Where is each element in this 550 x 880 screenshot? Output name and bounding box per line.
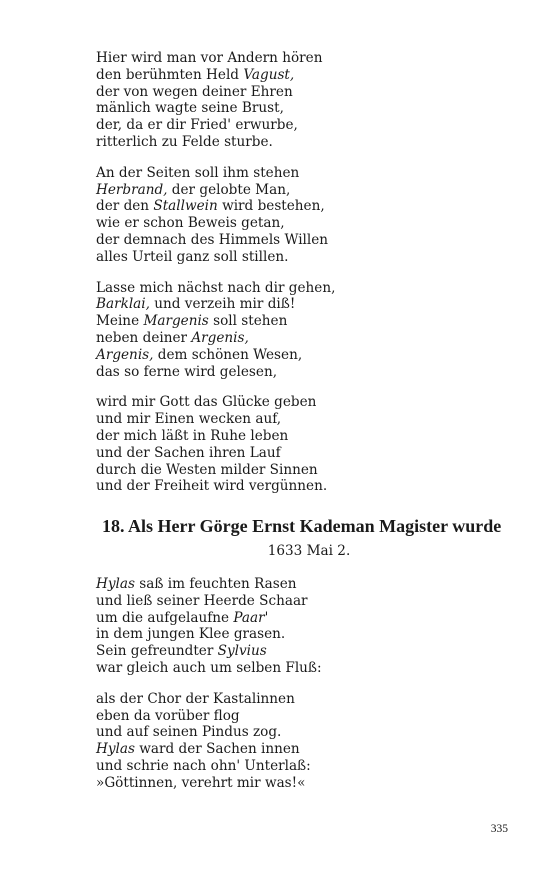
verse-text: und der Sachen ihren Lauf [96, 444, 281, 461]
verse-line [96, 660, 516, 677]
stanzas-before [96, 50, 516, 495]
verse-text: dem schönen Wesen, [153, 346, 303, 363]
verse-line [96, 593, 516, 610]
verse-text: wird mir Gott das Glücke geben [96, 394, 317, 411]
stanza [96, 280, 516, 381]
verse-text: war gleich auch um selben Fluß: [96, 659, 322, 676]
verse-text: neben deiner [96, 329, 192, 346]
verse-text: der gelobte Man, [167, 181, 291, 198]
verse-text: der den [96, 198, 154, 215]
verse-line [96, 576, 516, 593]
verse-text: in dem jungen Klee grasen. [96, 626, 286, 643]
verse-line [96, 330, 516, 347]
verse-text: Meine [96, 313, 144, 330]
verse-text: »Göttinnen, verehrt mir was!« [96, 774, 306, 791]
verse-text: der demnach des Himmels Willen [96, 231, 329, 248]
stanza [96, 691, 516, 792]
italic-name: Margenis [143, 313, 209, 330]
verse-line [96, 691, 516, 708]
verse-text: wird bestehen, [217, 198, 325, 215]
verse-line [96, 775, 516, 792]
verse-text: und schrie nach ohn' Unterlaß: [96, 757, 311, 774]
verse-line [96, 445, 516, 462]
stanza [96, 576, 516, 677]
verse-line [96, 84, 516, 101]
verse-text: und mir Einen wecken auf, [96, 411, 282, 428]
verse-text: und auf seinen Pindus zog. [96, 724, 282, 741]
italic-name: Hylas [96, 741, 135, 758]
italic-name: Sylvius [217, 643, 267, 660]
verse-text: An der Seiten soll ihm stehen [96, 164, 300, 181]
verse-text: soll stehen [208, 313, 288, 330]
page-body [96, 50, 516, 805]
verse-line [96, 50, 516, 67]
verse-line [96, 626, 516, 643]
verse-line [96, 117, 516, 134]
italic-name: Barklai, [96, 296, 150, 313]
stanza [96, 165, 516, 266]
stanza [96, 50, 516, 151]
verse-line [96, 708, 516, 725]
verse-line [96, 198, 516, 215]
verse-line [96, 347, 516, 364]
italic-name: Herbrand, [96, 181, 168, 198]
verse-text: Sein gefreundter [96, 643, 218, 660]
verse-line [96, 296, 516, 313]
verse-text: der von wegen deiner Ehren [96, 83, 293, 100]
verse-line [96, 758, 516, 775]
verse-text: als der Chor der Kastalinnen [96, 690, 295, 707]
verse-line [96, 249, 516, 266]
italic-name: Argenis, [96, 346, 154, 363]
verse-text: saß im feuchten Rasen [134, 575, 297, 592]
verse-text: und verzeih mir diß! [149, 296, 296, 313]
poem-date: 1633 Mai 2. [267, 543, 351, 560]
stanzas-after [96, 576, 516, 792]
verse-line [96, 741, 516, 758]
verse-line [96, 364, 516, 381]
verse-line [96, 643, 516, 660]
verse-line [96, 215, 516, 232]
verse-text: der, da er dir Fried' erwurbe, [96, 117, 298, 134]
verse-text: Hier wird man vor Andern hören [96, 50, 323, 66]
italic-name: Paar' [233, 609, 269, 626]
italic-name: Stallwein [153, 198, 218, 215]
verse-text: um die aufgelaufne [96, 609, 234, 626]
verse-line [96, 313, 516, 330]
verse-line [96, 182, 516, 199]
italic-name: Argenis, [191, 329, 249, 346]
verse-text: und der Freiheit wird vergünnen. [96, 478, 328, 495]
verse-text: den berühmten Held [96, 66, 244, 83]
verse-text: ritterlich zu Felde sturbe. [96, 133, 273, 150]
verse-line [96, 165, 516, 182]
verse-text: Lasse mich nächst nach dir gehen, [96, 279, 336, 296]
italic-name: Vagust, [243, 66, 295, 83]
stanza [96, 394, 516, 495]
verse-line [96, 462, 516, 479]
verse-text: mänlich wagte seine Brust, [96, 100, 284, 117]
verse-text: wie er schon Beweis getan, [96, 215, 285, 232]
verse-text: und ließ seiner Heerde Schaar [96, 592, 308, 609]
poem-title: 18. Als Herr Görge Ernst Kademan Magister wurde [102, 516, 502, 537]
verse-text: ward der Sachen innen [134, 741, 300, 758]
verse-line [96, 280, 516, 297]
verse-text: der mich läßt in Ruhe leben [96, 427, 289, 444]
verse-text: eben da vorüber flog [96, 707, 240, 724]
verse-line [96, 394, 516, 411]
verse-line [96, 100, 516, 117]
verse-line [96, 428, 516, 445]
verse-text: das so ferne wird gelesen, [96, 363, 278, 380]
verse-line [96, 232, 516, 249]
page-number: 335 [490, 823, 508, 835]
verse-line [96, 67, 516, 84]
verse-line [96, 724, 516, 741]
italic-name: Hylas [96, 575, 135, 592]
verse-line [96, 411, 516, 428]
verse-line [96, 478, 516, 495]
verse-text: alles Urteil ganz soll stillen. [96, 248, 289, 265]
verse-text: durch die Westen milder Sinnen [96, 461, 318, 478]
verse-line [96, 134, 516, 151]
verse-line [96, 610, 516, 627]
